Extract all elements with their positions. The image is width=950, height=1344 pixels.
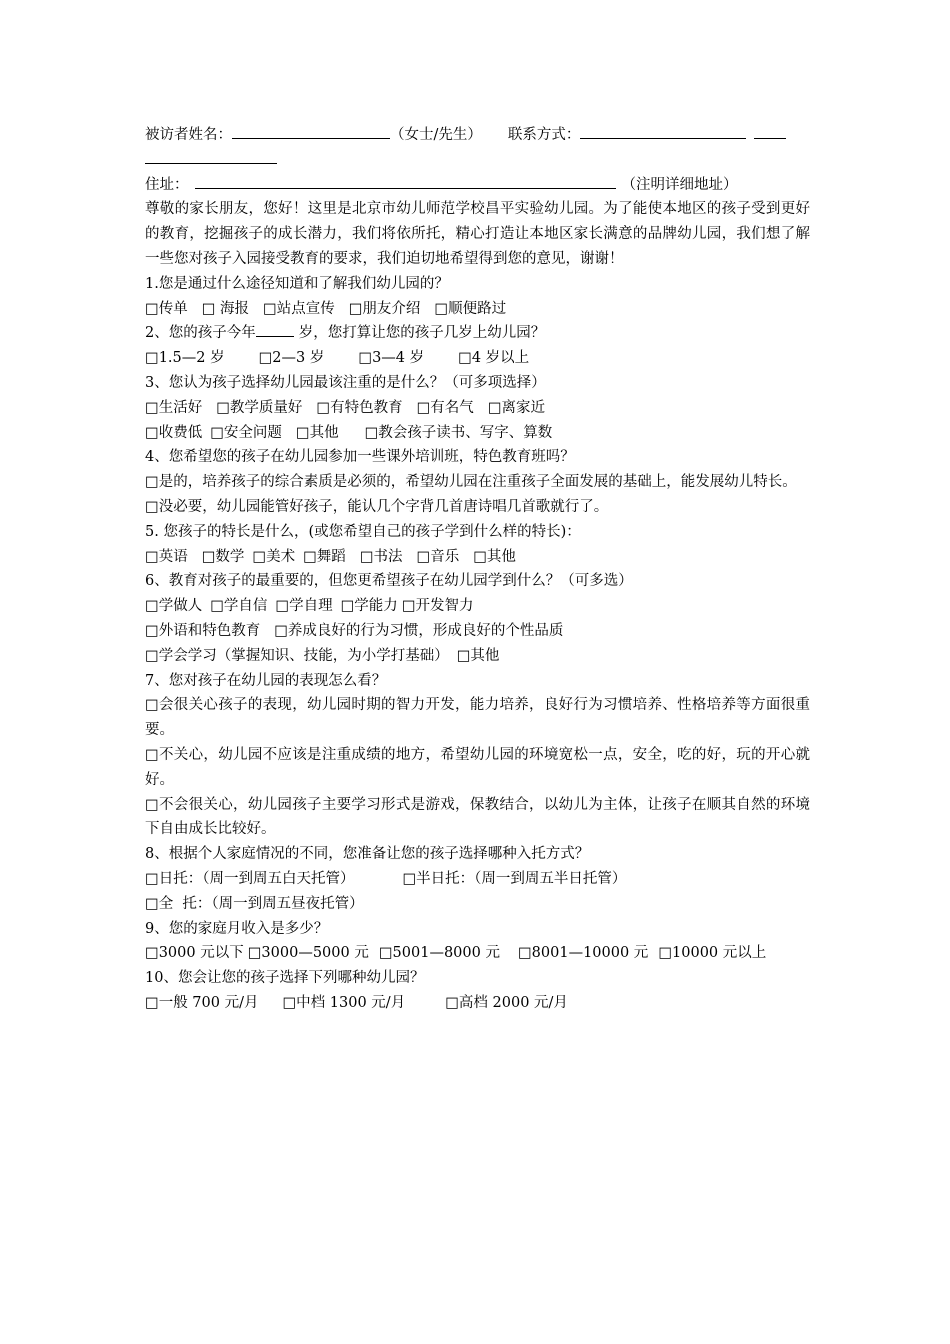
- q3-option-living[interactable]: □生活好: [145, 399, 203, 416]
- child-age-blank[interactable]: [256, 322, 294, 337]
- q9-option-5001-8000[interactable]: □5001—8000 元: [378, 945, 500, 962]
- address-blank[interactable]: [195, 174, 616, 189]
- question-2-options: [145, 346, 810, 371]
- contact-label: 联系方式：: [507, 127, 581, 143]
- q6-option-confidence[interactable]: □学自信: [210, 598, 268, 615]
- q5-option-music[interactable]: □音乐: [416, 548, 460, 565]
- respondent-info-line: [145, 123, 810, 148]
- question-3: 3、您认为孩子选择幼儿园最该注重的是什么？（可多项选择）: [145, 374, 546, 391]
- q3-option-near-home[interactable]: □离家近: [487, 399, 546, 416]
- q3-option-literacy[interactable]: □教会孩子读书、写字、算数: [364, 424, 553, 441]
- question-2-text-a: 2、您的孩子今年: [145, 325, 256, 342]
- q1-option-flyer[interactable]: □传单: [145, 300, 188, 317]
- q2-option-4[interactable]: □4 岁以上: [458, 350, 530, 367]
- q6-option-language[interactable]: □外语和特色教育: [145, 622, 261, 639]
- q7-option-care[interactable]: □会很关心孩子的表现，幼儿园时期的智力开发，能力培养，良好行为习惯培养、性格培养等方面很重要。: [145, 697, 810, 739]
- q1-option-friend[interactable]: □朋友介绍: [348, 300, 421, 317]
- q6-option-intelligence[interactable]: □开发智力: [401, 598, 474, 615]
- question-3-options-row-2: [145, 421, 810, 446]
- address-label: 住址：: [145, 176, 189, 193]
- q1-option-poster[interactable]: □ 海报: [201, 300, 250, 317]
- q5-option-dance[interactable]: □舞蹈: [303, 548, 346, 565]
- question-9: 9、您的家庭月收入是多少？: [145, 920, 329, 937]
- q7-option-moderate[interactable]: □不会很关心，幼儿园孩子主要学习形式是游戏，保教结合，以幼儿为主体，让孩子在顺其自然的环境下自由成长比较好。: [145, 796, 810, 838]
- q6-option-other[interactable]: □其他: [456, 647, 500, 664]
- q6-option-learning[interactable]: □学会学习（掌握知识、技能，为小学打基础）: [145, 647, 449, 664]
- question-1-options: [145, 297, 810, 322]
- q6-option-self-care[interactable]: □学自理: [275, 598, 333, 615]
- q8-option-day-care[interactable]: □日托：（周一到周五白天托管）: [145, 870, 355, 887]
- q5-option-other[interactable]: □其他: [473, 548, 516, 565]
- question-6: 6、教育对孩子的最重要的，但您更希望孩子在幼儿园学到什么？（可多选）: [145, 573, 633, 590]
- name-blank[interactable]: [232, 124, 390, 139]
- q3-option-special[interactable]: □有特色教育: [316, 399, 403, 416]
- q9-option-8001-10000[interactable]: □8001—10000 元: [517, 945, 649, 962]
- question-6-options-row-1: [145, 594, 810, 619]
- question-8-options-row-2: [145, 892, 810, 917]
- q8-option-half-day[interactable]: □半日托：（周一到周五半日托管）: [402, 870, 627, 887]
- intro-paragraph: 尊敬的家长朋友，您好！这里是北京市幼儿师范学校昌平实验幼儿园。为了能使本地区的孩子受到更好的教育，挖掘孩子的成长潜力，我们将依所托，精心打造让本地区家长满意的品牌幼儿园，我们想了解一些您对孩子入园接受教育的要求，我们迫切地希望得到您的意见，谢谢！: [145, 201, 810, 267]
- contact-blank-extra[interactable]: [754, 124, 786, 139]
- question-5: 5. 您孩子的特长是什么，(或您希望自己的孩子学到什么样的特长)：: [145, 523, 581, 540]
- q9-option-under-3000[interactable]: □3000 元以下: [145, 945, 244, 962]
- question-2-text-b: 岁，您打算让您的孩子几岁上幼儿园？: [298, 325, 546, 342]
- q1-option-passing-by[interactable]: □顺便路过: [434, 300, 507, 317]
- q3-option-low-fee[interactable]: □收费低: [145, 424, 203, 441]
- q4-option-yes[interactable]: □是的，培养孩子的综合素质是必须的，希望幼儿园在注重孩子全面发展的基础上，能发展幼儿特长。: [145, 474, 797, 491]
- question-6-options-row-3: [145, 644, 810, 669]
- q1-option-station-ad[interactable]: □站点宣传: [263, 300, 335, 317]
- q8-option-full-time[interactable]: □全 托：（周一到周五昼夜托管）: [145, 895, 364, 912]
- question-5-options: [145, 545, 810, 570]
- q6-option-habits[interactable]: □养成良好的行为习惯，形成良好的个性品质: [274, 622, 564, 639]
- contact-continuation-line: [145, 148, 810, 173]
- q2-option-3[interactable]: □3—4 岁: [358, 350, 425, 367]
- address-note: （注明详细地址）: [621, 176, 738, 193]
- question-8-options-row-1: [145, 867, 810, 892]
- question-10: 10、您会让您的孩子选择下列哪种幼儿园？: [145, 970, 425, 987]
- question-6-options-row-2: [145, 619, 810, 644]
- q5-option-math[interactable]: □数学: [201, 548, 245, 565]
- q7-option-not-care[interactable]: □不关心，幼儿园不应该是注重成绩的地方，希望幼儿园的环境宽松一点，安全，吃的好，玩的开心就好。: [145, 746, 810, 788]
- q6-option-ability[interactable]: □学能力: [340, 598, 398, 615]
- q3-option-famous[interactable]: □有名气: [416, 399, 474, 416]
- q10-option-basic[interactable]: □一般 700 元/月: [145, 994, 259, 1011]
- question-3-options-row-1: [145, 396, 810, 421]
- survey-form: [145, 123, 810, 1016]
- question-8: 8、根据个人家庭情况的不同，您准备让您的孩子选择哪种入托方式？: [145, 846, 590, 863]
- address-line: [145, 173, 810, 198]
- name-label: 被访者姓名：: [145, 127, 232, 143]
- q9-option-over-10000[interactable]: □10000 元以上: [658, 945, 767, 962]
- q6-option-character[interactable]: □学做人: [145, 598, 203, 615]
- contact-blank[interactable]: [580, 124, 746, 139]
- q3-option-safety[interactable]: □安全问题: [210, 424, 282, 441]
- question-7: 7、您对孩子在幼儿园的表现怎么看？: [145, 672, 387, 689]
- question-10-options: [145, 991, 810, 1016]
- q9-option-3000-5000[interactable]: □3000—5000 元: [247, 945, 369, 962]
- q10-option-mid[interactable]: □中档 1300 元/月: [282, 994, 406, 1011]
- q3-option-other[interactable]: □其他: [295, 424, 339, 441]
- q3-option-teaching[interactable]: □教学质量好: [216, 399, 303, 416]
- q10-option-high[interactable]: □高档 2000 元/月: [445, 994, 568, 1011]
- question-9-options: [145, 941, 810, 966]
- question-2: [145, 321, 810, 346]
- q2-option-1[interactable]: □1.5—2 岁: [145, 350, 225, 367]
- contact-blank-continued[interactable]: [145, 149, 277, 164]
- q5-option-art[interactable]: □美术: [252, 548, 296, 565]
- q5-option-english[interactable]: □英语: [145, 548, 188, 565]
- question-1: 1.您是通过什么途径知道和了解我们幼儿园的？: [145, 275, 449, 292]
- q4-option-no[interactable]: □没必要，幼儿园能管好孩子，能认几个字背几首唐诗唱几首歌就行了。: [145, 498, 609, 515]
- name-suffix: （女士/先生）: [390, 127, 482, 143]
- q2-option-2[interactable]: □2—3 岁: [258, 350, 325, 367]
- question-4: 4、您希望您的孩子在幼儿园参加一些课外培训班，特色教育班吗？: [145, 449, 575, 466]
- q5-option-calligraphy[interactable]: □书法: [359, 548, 403, 565]
